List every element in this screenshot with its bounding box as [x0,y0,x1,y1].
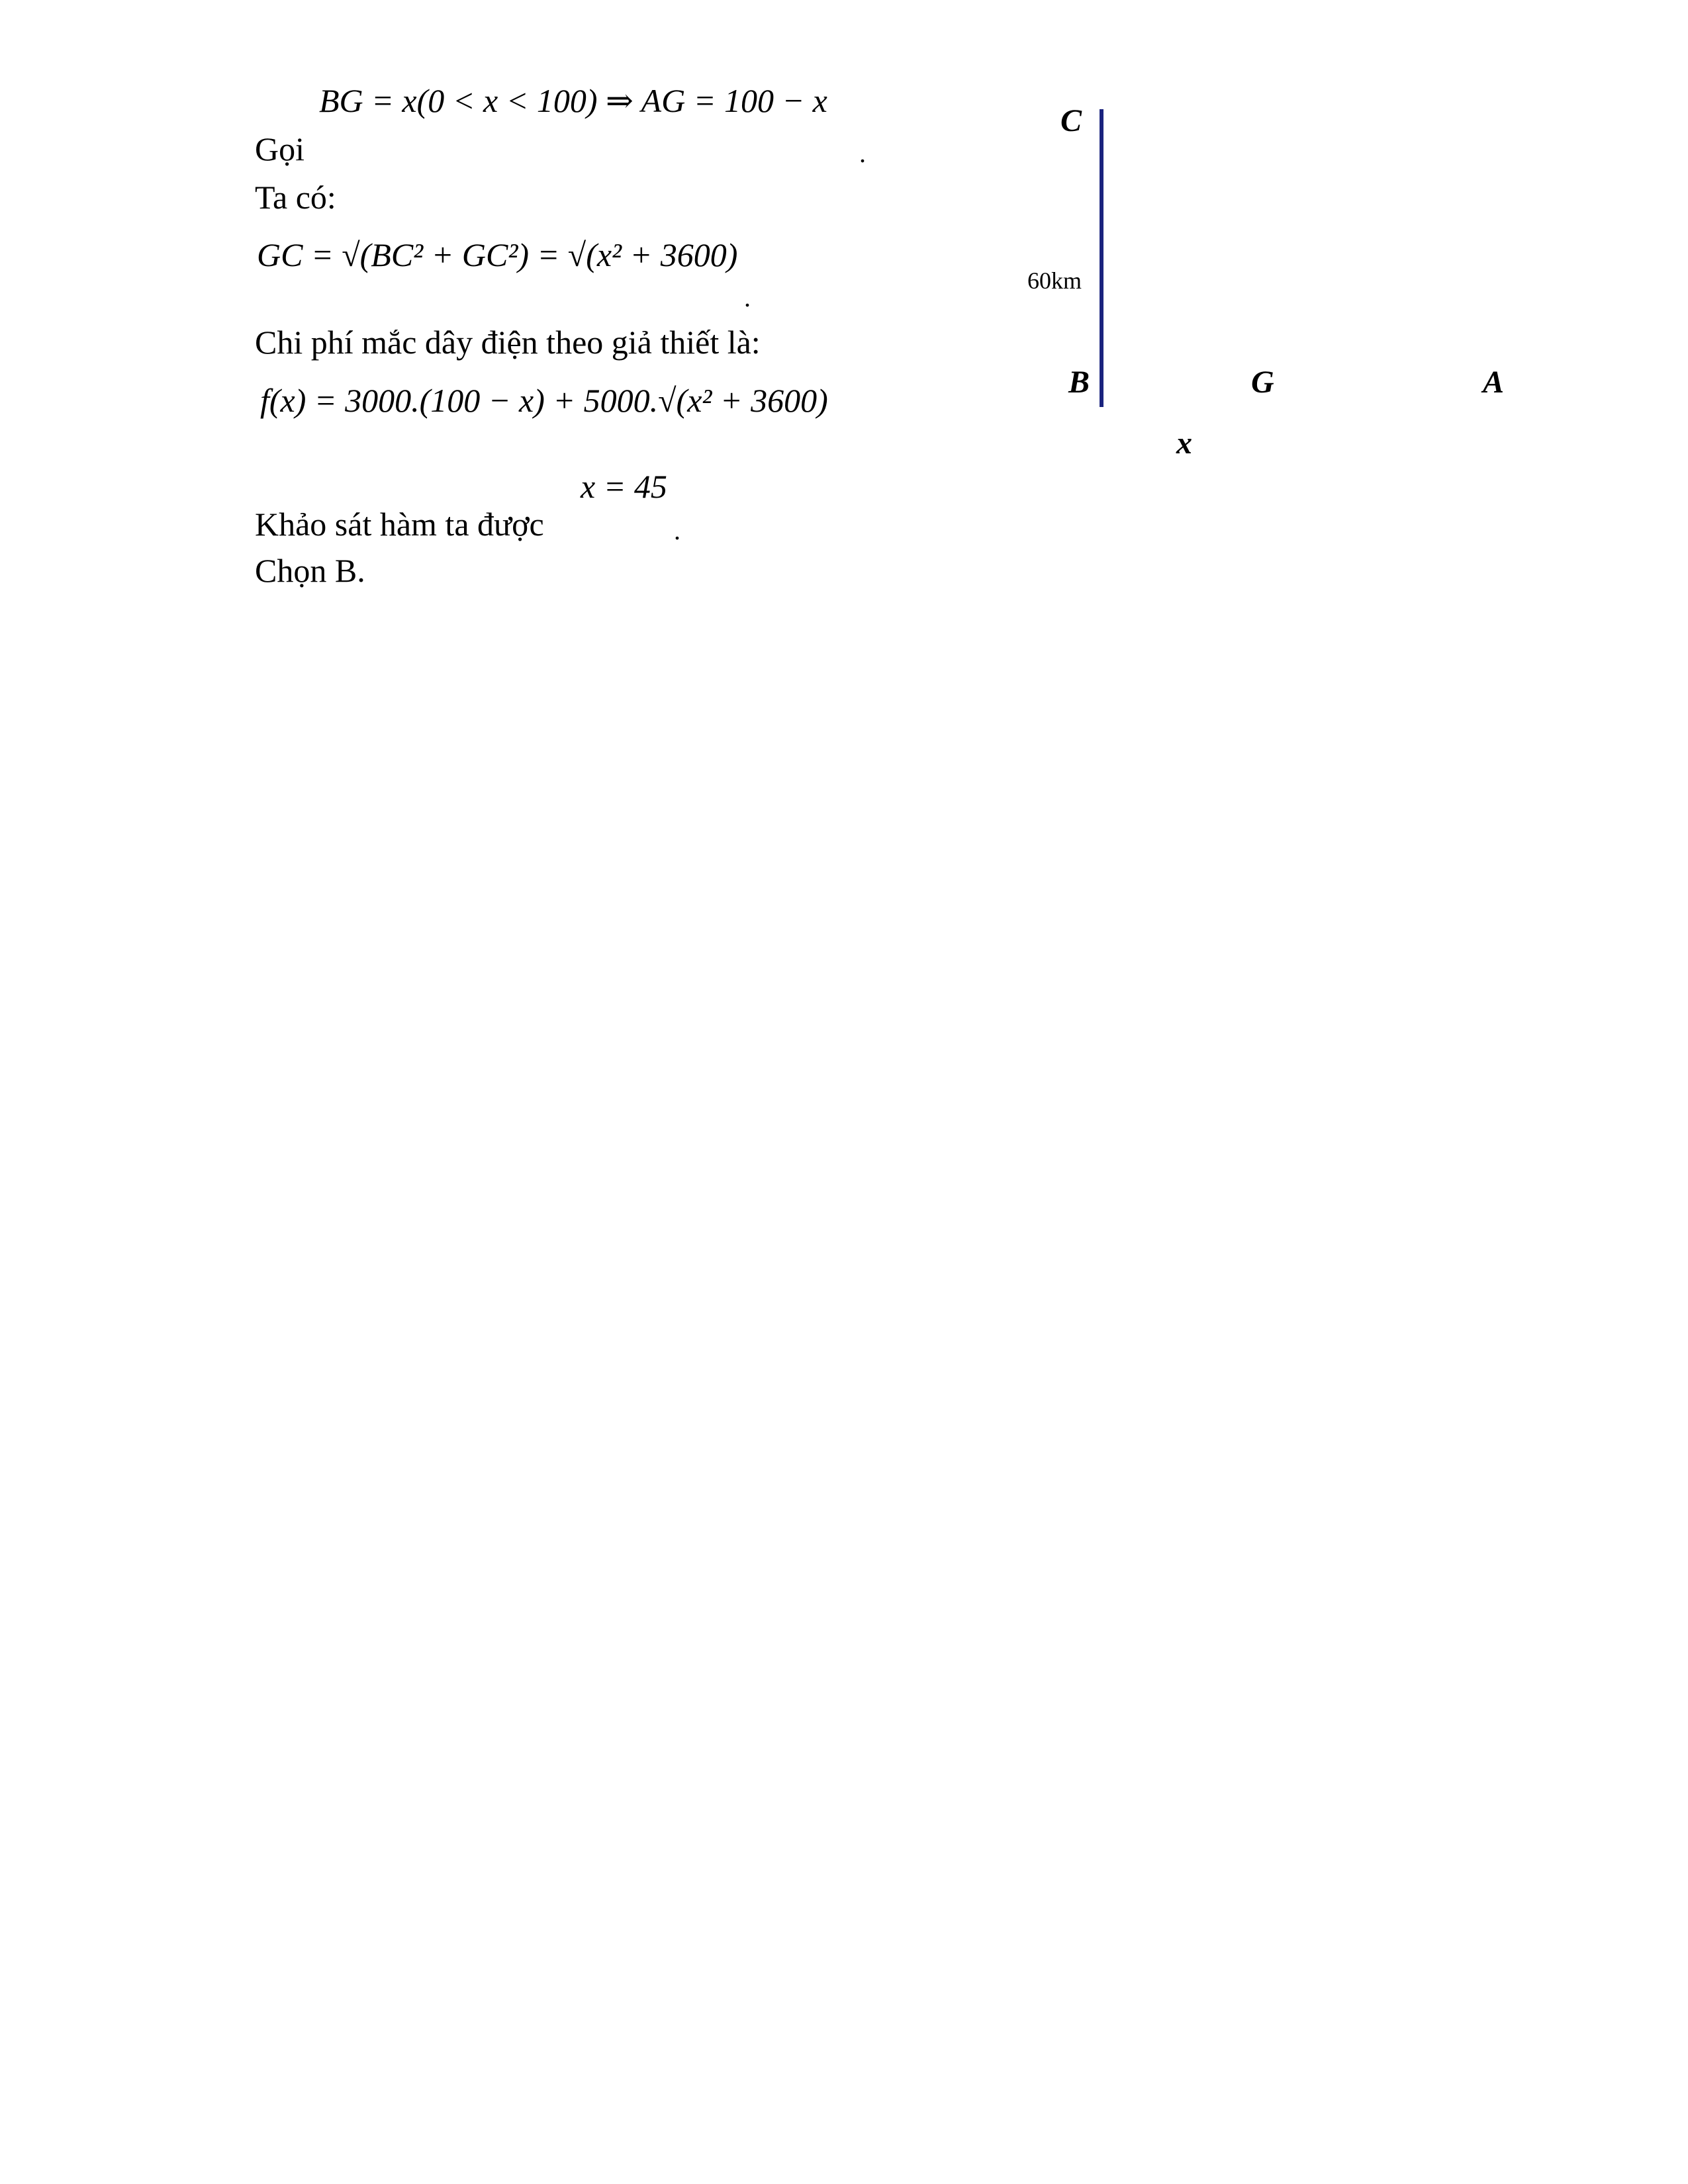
equation-gc: GC = √(BC² + GC²) = √(x² + 3600) [257,236,738,273]
equation-x-value: x = 45 [581,468,667,505]
figure-label-g: G [1251,365,1274,400]
text-khao-sat: Khảo sát hàm ta được [255,506,544,543]
equation-fx: f(x) = 3000.(100 − x) + 5000.√(x² + 3600) [260,382,828,419]
period-gc: . [744,283,751,312]
period-khao-sat: . [674,516,680,545]
text-goi: Gọi [255,130,305,167]
equation-bg: BG = x(0 < x < 100) ⇒ AG = 100 − x [319,82,827,119]
figure-line-bc [1099,109,1104,407]
text-chi-phi: Chi phí mắc dây điện theo giả thiết là: [255,324,761,361]
text-ta-co: Ta có: [255,179,336,216]
figure-label-distance: 60km [1027,267,1082,294]
figure-label-a: A [1483,365,1505,400]
figure-label-x: x [1176,426,1192,461]
figure-label-b: B [1068,365,1090,400]
text-chon: Chọn B. [255,552,365,589]
period-goi: . [859,138,866,168]
figure-label-c: C [1060,103,1082,138]
